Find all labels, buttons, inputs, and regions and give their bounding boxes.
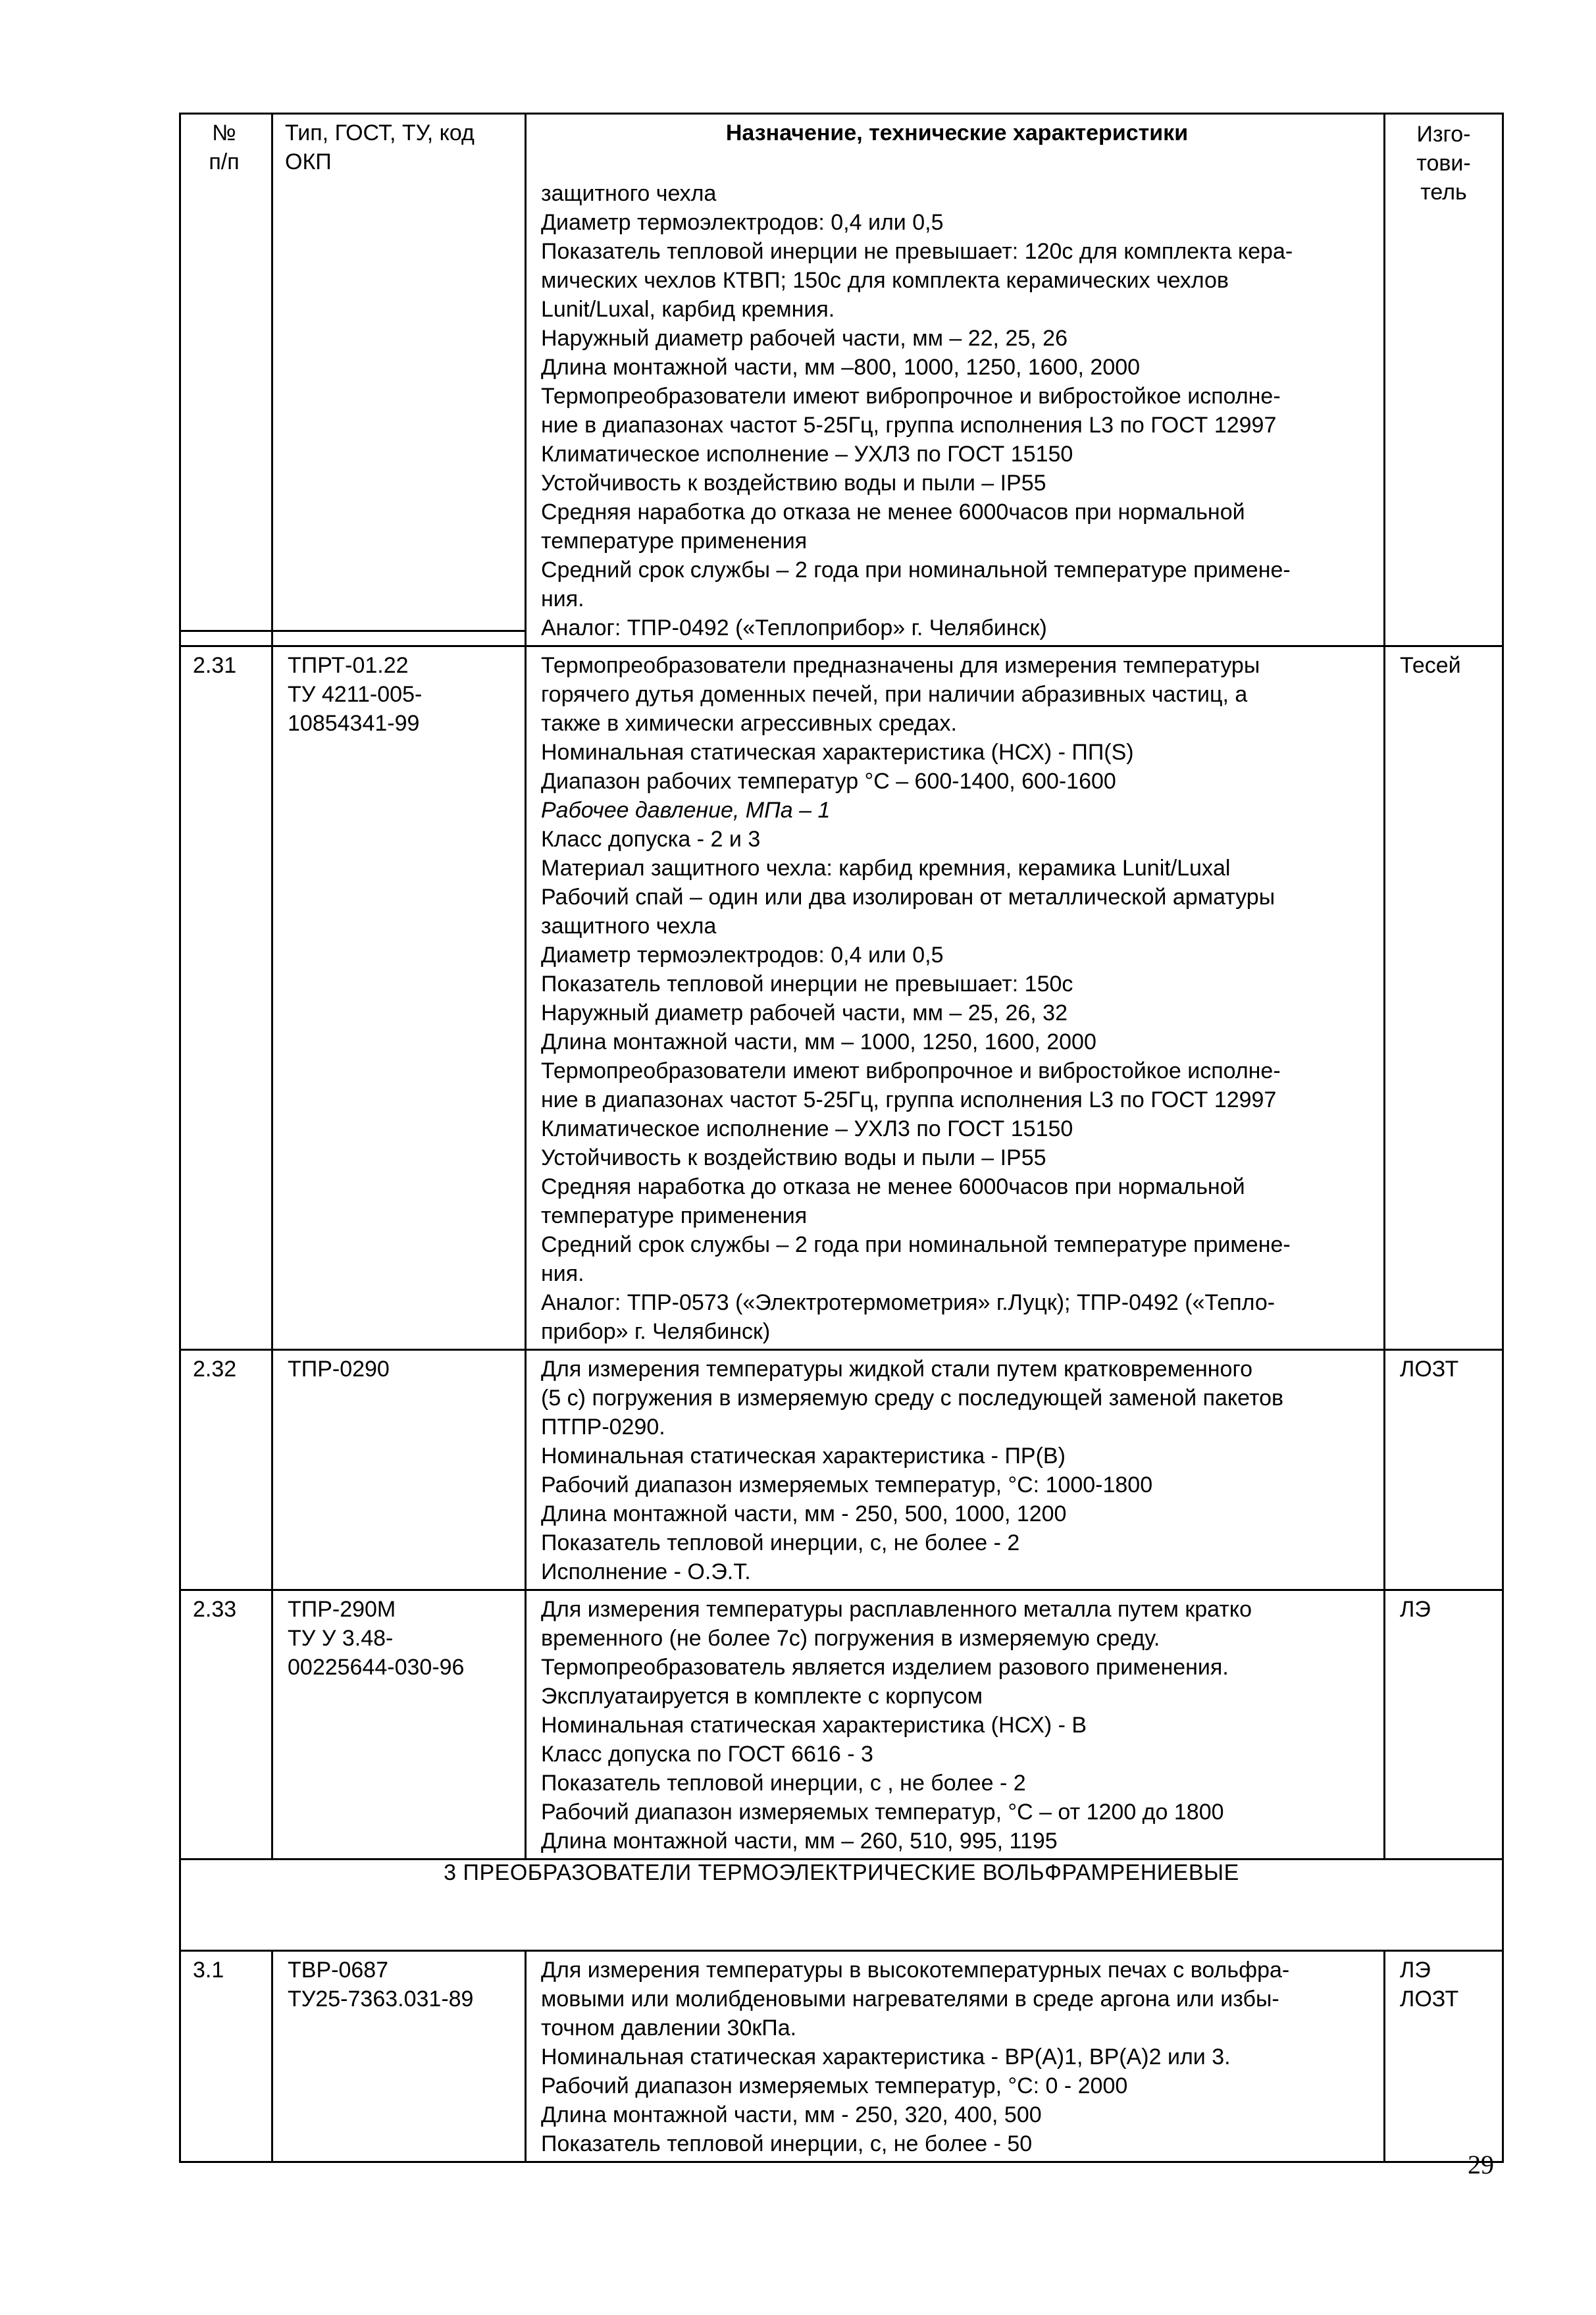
desc-line: Показатель тепловой инерции не превышает: 150с [541, 972, 1073, 997]
row-num [180, 631, 272, 646]
header-maker [1385, 114, 1503, 646]
spec-table [179, 113, 1504, 2163]
header-num [180, 114, 272, 631]
type-line: ТПР-0290 [288, 1357, 390, 1382]
type-line: ТУ25-7363.031-89 [288, 1987, 474, 2012]
desc-line: Номинальная статическая характеристика (НСХ) - В [541, 1713, 1087, 1738]
desc-line: Длина монтажной части, мм – 1000, 1250, 1600, 2000 [541, 1029, 1096, 1054]
desc-line: защитного чехла [541, 914, 717, 939]
row-type [272, 646, 526, 1350]
desc-line: Номинальная статическая характеристика - ПР(В) [541, 1444, 1066, 1469]
table-row [180, 646, 1503, 1350]
desc-line: Рабочий диапазон измеряемых температур, °С – от 1200 до 1800 [541, 1800, 1224, 1825]
row-num [180, 646, 272, 1350]
row-desc [526, 1590, 1385, 1860]
desc-line: Термопреобразователи имеют вибропрочное и вибростойкое исполне- [541, 1058, 1281, 1083]
header-num-line: п/п [209, 149, 240, 174]
spec-table-body [180, 114, 1503, 2162]
desc-line: Термопреобразователи имеют вибропрочное и вибростойкое исполне- [541, 384, 1281, 409]
header-type-line: Тип, ГОСТ, ТУ, код [285, 120, 475, 145]
desc-line: Средний срок службы – 2 года при номинальной температуре примене- [541, 558, 1291, 583]
row-desc [527, 150, 1383, 645]
desc-line: Наружный диаметр рабочей части, мм – 22, 25, 26 [541, 326, 1068, 351]
desc-line: мических чехлов КТВП; 150с для комплекта керамических чехлов [541, 268, 1229, 293]
desc-line: Длина монтажной части, мм - 250, 500, 1000, 1200 [541, 1501, 1067, 1526]
header-num-line: № [212, 120, 236, 145]
maker-line: Тесей [1400, 653, 1461, 678]
desc-line: Длина монтажной части, мм –800, 1000, 1250, 1600, 2000 [541, 355, 1141, 380]
row-desc [526, 1350, 1385, 1590]
row-desc [526, 1951, 1385, 2162]
desc-line: Средний срок службы – 2 года при номинальной температуре примене- [541, 1232, 1291, 1257]
desc-line: Материал защитного чехла: карбид кремния, керамика Lunit/Luxal [541, 856, 1231, 881]
header-desc [526, 114, 1385, 646]
desc-line: Показатель тепловой инерции, с, не более - 50 [541, 2131, 1033, 2156]
desc-line: Рабочий диапазон измеряемых температур, °С: 1000-1800 [541, 1472, 1153, 1497]
table-row [180, 1590, 1503, 1860]
desc-line: Аналог: ТПР-0573 («Электротермометрия» г.Луцк); ТПР-0492 («Тепло- [541, 1290, 1275, 1315]
desc-line: Показатель тепловой инерции, с, не более - 2 [541, 1530, 1020, 1555]
page-number: 29 [1468, 2150, 1494, 2179]
desc-line: Диаметр термоэлектродов: 0,4 или 0,5 [541, 210, 944, 235]
desc-line: Средняя наработка до отказа не менее 6000часов при нормальной [541, 1174, 1245, 1199]
row-maker [1385, 1350, 1503, 1590]
maker-line: ЛОЗТ [1400, 1987, 1459, 2012]
desc-line: Длина монтажной части, мм - 250, 320, 400, 500 [541, 2102, 1042, 2127]
table-row [180, 1951, 1503, 2162]
row-num-text: 2.31 [193, 653, 237, 678]
row-num-text: 3.1 [193, 1958, 224, 1983]
header-desc-title: Назначение, технические характеристики [725, 120, 1189, 145]
desc-line: Термопреобразователи предназначены для измерения температуры [541, 653, 1260, 678]
type-line: ТВР-0687 [288, 1958, 389, 1983]
desc-line: горячего дутья доменных печей, при наличии абразивных частиц, а [541, 682, 1248, 707]
desc-line: Для измерения температуры расплавленного металла путем кратко [541, 1597, 1252, 1622]
desc-line: Исполнение - О.Э.Т. [541, 1559, 751, 1584]
desc-line: Длина монтажной части, мм – 260, 510, 995, 1195 [541, 1829, 1058, 1854]
desc-line: Устойчивость к воздействию воды и пыли – IP55 [541, 1145, 1046, 1170]
table-row [180, 1350, 1503, 1590]
header-maker-line: тель [1420, 180, 1467, 205]
header-maker-line: тови- [1416, 151, 1471, 176]
desc-line: Аналог: ТПР-0492 («Теплоприбор» г. Челябинск) [541, 615, 1047, 640]
row-num-text: 2.32 [193, 1357, 237, 1382]
desc-line: Климатическое исполнение – УХЛ3 по ГОСТ 15150 [541, 442, 1073, 467]
desc-line: ПТПР-0290. [541, 1415, 665, 1440]
desc-line: Lunit/Luxal, карбид кремния. [541, 297, 835, 322]
header-type-line: ОКП [285, 149, 332, 174]
desc-line: Для измерения температуры жидкой стали путем кратковременного [541, 1357, 1253, 1382]
row-num [180, 1590, 272, 1860]
desc-line: Класс допуска - 2 и 3 [541, 827, 761, 852]
desc-line [541, 150, 1376, 179]
desc-line: Для измерения температуры в высокотемпературных печах с вольфра- [541, 1958, 1290, 1983]
row-maker [1385, 1590, 1503, 1860]
desc-line: Диапазон рабочих температур °С – 600-1400, 600-1600 [541, 769, 1116, 794]
maker-line: ЛЭ [1400, 1958, 1431, 1983]
row-maker [1385, 1951, 1503, 2162]
desc-line: Класс допуска по ГОСТ 6616 - 3 [541, 1742, 873, 1767]
desc-line: Наружный диаметр рабочей части, мм – 25, 26, 32 [541, 1001, 1068, 1026]
row-type [272, 631, 526, 646]
desc-line: Показатель тепловой инерции не превышает: 120с для комплекта кера- [541, 239, 1293, 264]
type-line: 00225644-030-96 [288, 1655, 465, 1680]
desc-line: температуре применения [541, 529, 808, 554]
type-line: ТУ 4211-005- [288, 682, 423, 707]
desc-line: мовыми или молибденовыми нагревателями в среде аргона или избы- [541, 1987, 1279, 2012]
section-heading-row [180, 1860, 1503, 1951]
desc-line: точном давлении 30кПа. [541, 2016, 797, 2041]
header-type [272, 114, 526, 631]
desc-line: ние в диапазонах частот 5-25Гц, группа исполнения L3 по ГОСТ 12997 [541, 413, 1277, 438]
type-line: ТУ У 3.48- [288, 1626, 394, 1651]
row-maker [1385, 646, 1503, 1350]
row-num-text: 2.33 [193, 1597, 237, 1622]
desc-line: Рабочий спай – один или два изолирован от металлической арматуры [541, 885, 1275, 910]
type-line: ТПРТ-01.22 [288, 653, 409, 678]
maker-line: ЛОЗТ [1400, 1357, 1459, 1382]
row-num [180, 1951, 272, 2162]
desc-line: Диаметр термоэлектродов: 0,4 или 0,5 [541, 943, 944, 968]
desc-line: защитного чехла [541, 181, 717, 206]
desc-line: Устойчивость к воздействию воды и пыли – IP55 [541, 471, 1046, 496]
section-heading: 3 ПРЕОБРАЗОВАТЕЛИ ТЕРМОЭЛЕКТРИЧЕСКИЕ ВОЛЬФРАМРЕНИЕВЫЕ [180, 1860, 1503, 1951]
maker-line: ЛЭ [1400, 1597, 1431, 1622]
type-line: ТПР-290М [288, 1597, 396, 1622]
desc-line: также в химически агрессивных средах. [541, 711, 957, 736]
row-num [180, 1350, 272, 1590]
desc-line: Эксплуатаируется в комплекте с корпусом [541, 1684, 983, 1709]
desc-line: Рабочий диапазон измеряемых температур, °С: 0 - 2000 [541, 2073, 1128, 2098]
desc-line: (5 с) погружения в измеряемую среду с последующей заменой пакетов [541, 1386, 1284, 1411]
row-type [272, 1350, 526, 1590]
desc-line: прибор» г. Челябинск) [541, 1319, 771, 1344]
desc-line: Рабочее давление, МПа – 1 [541, 798, 831, 823]
header-maker-line: Изго- [1416, 122, 1471, 147]
desc-line: ния. [541, 1261, 584, 1286]
desc-line: температуре применения [541, 1203, 808, 1228]
row-desc [526, 646, 1385, 1350]
header-row [180, 114, 1503, 631]
desc-line: ние в диапазонах частот 5-25Гц, группа исполнения L3 по ГОСТ 12997 [541, 1087, 1277, 1112]
type-line: 10854341-99 [288, 711, 420, 736]
row-type [272, 1590, 526, 1860]
desc-line: Климатическое исполнение – УХЛ3 по ГОСТ 15150 [541, 1116, 1073, 1141]
desc-line: ния. [541, 586, 584, 611]
desc-line: временного (не более 7с) погружения в измеряемую среду. [541, 1626, 1160, 1651]
desc-line: Средняя наработка до отказа не менее 6000часов при нормальной [541, 500, 1245, 525]
desc-line: Номинальная статическая характеристика - ВР(А)1, ВР(А)2 или 3. [541, 2044, 1231, 2069]
desc-line: Показатель тепловой инерции, с , не более - 2 [541, 1771, 1026, 1796]
row-type [272, 1951, 526, 2162]
desc-line: Номинальная статическая характеристика (НСХ) - ПП(S) [541, 740, 1134, 765]
desc-line: Термопреобразователь является изделием разового применения. [541, 1655, 1229, 1680]
